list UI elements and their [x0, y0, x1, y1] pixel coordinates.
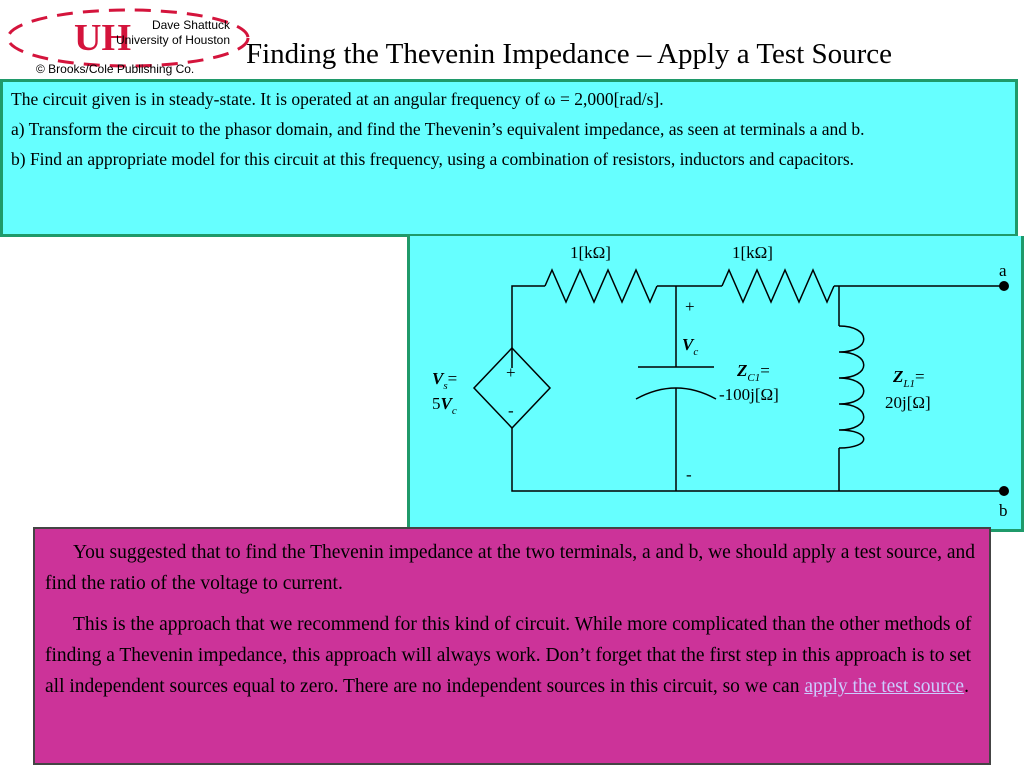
logo-letters: UH	[74, 17, 131, 59]
wire-bottom	[512, 428, 1004, 491]
author-block	[100, 18, 230, 48]
explanation-box	[33, 527, 991, 765]
r2-label: 1[kΩ]	[732, 243, 773, 262]
problem-intro: The circuit given is in steady-state. It is operated at an angular frequency of ω = 2,000[rad/s].	[11, 89, 664, 109]
explanation-para-1: You suggested that to find the Thevenin impedance at the two terminals, a and b, we should apply a test source, and find the ratio of the voltage to current.	[45, 542, 976, 594]
author-name: Dave Shattuck	[151, 18, 230, 32]
explanation-para-2-end: .	[964, 676, 969, 697]
problem-part-b: b) Find an appropriate model for this circuit at this frequency, using a combination of resistors, inductors and capacitors.	[11, 149, 855, 169]
terminal-a-dot	[999, 281, 1009, 291]
zc-label: $Z_{C1}=$	[737, 361, 770, 384]
explanation-para-2-text: This is the approach that we recommend for this kind of circuit. While more complicated than the other methods of finding a Thevenin impedance, this approach will always work. Don’t forget that the first step in this approach is to set all independent sources equal to zero. There are no independent sources in this circuit, so we can	[45, 614, 972, 697]
resistor-r1	[545, 270, 657, 302]
r1-label: 1[kΩ]	[570, 243, 611, 262]
zl-label: $Z_{L1}=$	[893, 367, 925, 390]
terminal-b-label: b	[999, 501, 1008, 520]
source-gain: $5V_c$	[432, 394, 457, 417]
terminal-a-label: a	[999, 261, 1007, 280]
slide-title: Finding the Thevenin Impedance – Apply a Test Source	[246, 38, 893, 70]
resistor-r2	[722, 270, 834, 302]
wire-top-left	[512, 286, 545, 368]
circuit-panel	[407, 236, 1024, 532]
copyright: © Brooks/Cole Publishing Co.	[36, 62, 195, 76]
source-minus: -	[508, 401, 514, 420]
zl-value: 20j[Ω]	[885, 393, 931, 412]
vc-label: $V_c$	[682, 335, 699, 358]
apply-test-source-link[interactable]: apply the test source	[804, 676, 965, 697]
terminal-b-dot	[999, 486, 1009, 496]
problem-statement	[0, 79, 1018, 237]
source-label: $V_s=$	[432, 369, 458, 392]
zc-value: -100j[Ω]	[719, 385, 779, 404]
inductor-l1	[839, 326, 864, 448]
vc-minus: -	[686, 465, 692, 484]
problem-part-a: a) Transform the circuit to the phasor domain, and find the Thevenin’s equivalent impedance, as seen at terminals a and b.	[11, 119, 865, 139]
explanation-para-2	[45, 609, 979, 702]
author-institution: University of Houston	[115, 33, 230, 47]
source-plus: +	[506, 363, 516, 382]
circuit-diagram	[410, 236, 1024, 532]
vc-plus: +	[685, 297, 695, 316]
